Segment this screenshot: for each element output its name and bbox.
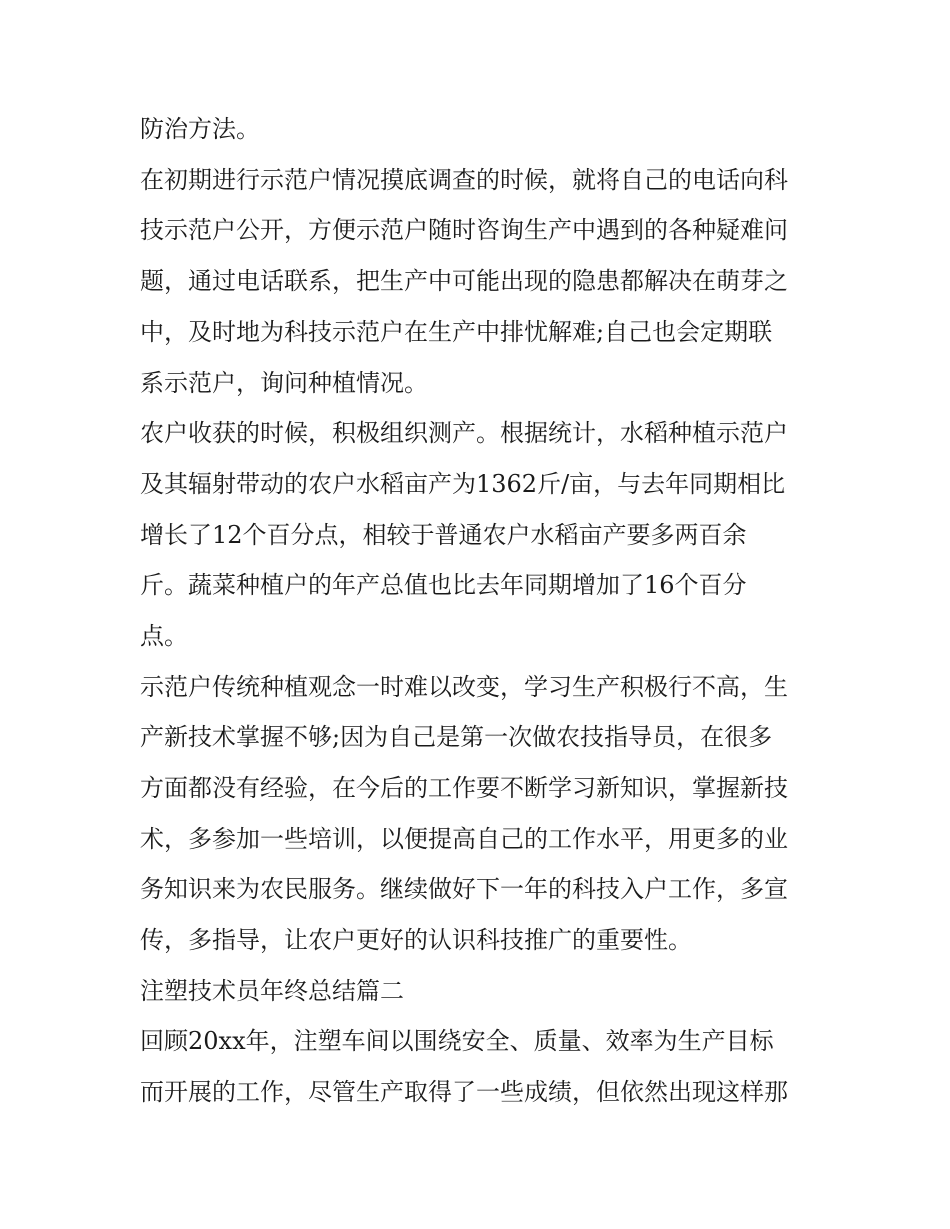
text-line: 防治方法。 bbox=[140, 115, 260, 143]
text-line: 示范户传统种植观念一时难以改变，学习生产积极行不高，生 bbox=[140, 673, 788, 701]
text-line: 技示范户公开，方便示范户随时咨询生产中遇到的各种疑难问 bbox=[140, 216, 788, 244]
text-line: 在初期进行示范户情况摸底调查的时候，就将自己的电话向科 bbox=[140, 166, 788, 194]
text-line: 术，多参加一些培训，以便提高自己的工作水平，用更多的业 bbox=[140, 825, 788, 853]
section-heading: 注塑技术员年终总结篇二 bbox=[140, 977, 404, 1005]
text-line: 回顾20xx年，注塑车间以围绕安全、质量、效率为生产目标 bbox=[140, 1027, 774, 1055]
text-line: 中，及时地为科技示范户在生产中排忧解难;自己也会定期联 bbox=[140, 318, 773, 346]
text-line: 务知识来为农民服务。继续做好下一年的科技入户工作，多宣 bbox=[140, 875, 788, 903]
text-line: 而开展的工作，尽管生产取得了一些成绩，但依然出现这样那 bbox=[140, 1078, 788, 1106]
text-line: 增长了12个百分点，相较于普通农户水稻亩产要多两百余 bbox=[140, 521, 747, 549]
text-line: 点。 bbox=[140, 622, 188, 650]
text-line: 产新技术掌握不够;因为自己是第一次做农技指导员，在很多 bbox=[140, 723, 773, 751]
text-line: 系示范户，询问种植情况。 bbox=[140, 369, 428, 397]
text-line: 农户收获的时候，积极组织测产。根据统计，水稻种植示范户 bbox=[140, 419, 788, 447]
text-line: 方面都没有经验，在今后的工作要不断学习新知识，掌握新技 bbox=[140, 774, 788, 802]
text-line: 传，多指导，让农户更好的认识科技推广的重要性。 bbox=[140, 926, 692, 954]
text-line: 题，通过电话联系，把生产中可能出现的隐患都解决在萌芽之 bbox=[140, 267, 788, 295]
text-line: 及其辐射带动的农户水稻亩产为1362斤/亩，与去年同期相比 bbox=[140, 470, 786, 498]
text-line: 斤。蔬菜种植户的年产总值也比去年同期增加了16个百分 bbox=[140, 571, 747, 599]
